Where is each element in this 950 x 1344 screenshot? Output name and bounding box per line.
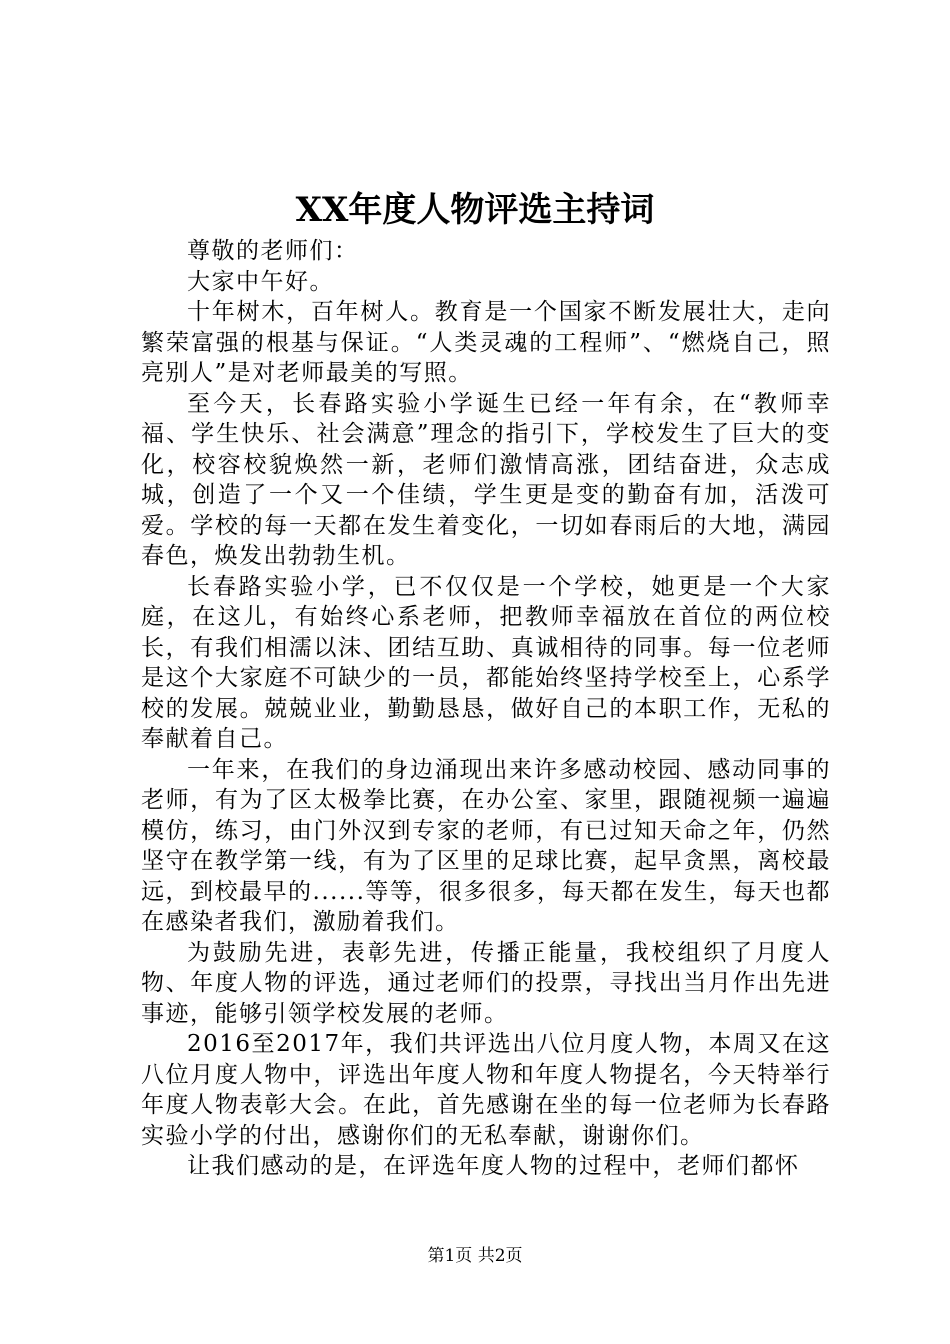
- document-body: [141, 236, 831, 1182]
- paragraph: 2016至2017年，我们共评选出八位月度人物，本周又在这八位月度人物中，评选出年度人物和年度人物提名，今天特举行年度人物表彰大会。在此，首先感谢在坐的每一位老师为长春路实验小学的付出，感谢你们的无私奉献，谢谢你们。: [141, 1031, 831, 1149]
- paragraph: 为鼓励先进，表彰先进，传播正能量，我校组织了月度人物、年度人物的评选，通过老师们的投票，寻找出当月作出先进事迹，能够引领学校发展的老师。: [141, 939, 831, 1027]
- paragraph: 长春路实验小学，已不仅仅是一个学校，她更是一个大家庭，在这儿，有始终心系老师，把教师幸福放在首位的两位校长，有我们相濡以沫、团结互助、真诚相待的同事。每一位老师是这个大家庭不可缺少的一员，都能始终坚持学校至上，心系学校的发展。兢兢业业，勤勤恳恳，做好自己的本职工作，无私的奉献着自己。: [141, 573, 831, 752]
- paragraph: 至今天，长春路实验小学诞生已经一年有余，在“教师幸福、学生快乐、社会满意”理念的指引下，学校发生了巨大的变化，校容校貌焕然一新，老师们激情高涨，团结奋进，众志成城，创造了一个又一个佳绩，学生更是变的勤奋有加，活泼可爱。学校的每一天都在发生着变化，一切如春雨后的大地，满园春色，焕发出勃勃生机。: [141, 390, 831, 569]
- paragraph-greeting: 大家中午好。: [187, 268, 334, 295]
- document-title: XX年度人物评选主持词: [295, 190, 655, 230]
- paragraph: 一年来，在我们的身边涌现出来许多感动校园、感动同事的老师，有为了区太极拳比赛，在办公室、家里，跟随视频一遍遍模仿，练习，由门外汉到专家的老师，有已过知天命之年，仍然坚守在教学第一线，有为了区里的足球比赛，起早贪黑，离校最远，到校最早的......等等，很多很多，每天都在发生，每天也都在感染者我们，激励着我们。: [141, 756, 831, 935]
- paragraph: 十年树木，百年树人。教育是一个国家不断发展壮大，走向繁荣富强的根基与保证。“人类灵魂的工程师”、“燃烧自己，照亮别人”是对老师最美的写照。: [141, 299, 831, 386]
- paragraph-salutation: 尊敬的老师们：: [187, 238, 359, 264]
- page-number-footer: 第1页 共2页: [427, 1246, 523, 1266]
- paragraph: 让我们感动的是，在评选年度人物的过程中，老师们都怀: [187, 1153, 800, 1179]
